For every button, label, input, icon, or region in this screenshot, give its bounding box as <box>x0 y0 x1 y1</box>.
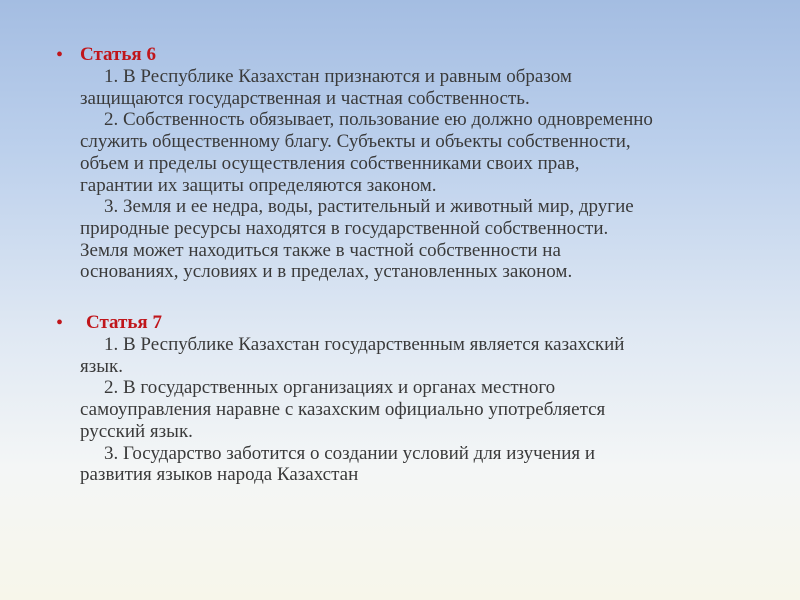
text-line: гарантии их защиты определяются законом. <box>80 174 437 196</box>
text-line: основаниях, условиях и в пределах, установленных законом. <box>80 261 573 283</box>
bullet-icon: • <box>56 44 64 66</box>
text-line: 3. Государство заботится о создании условий для изучения и <box>104 442 596 464</box>
text-line: русский язык. <box>80 420 193 442</box>
text-line: 2. Собственность обязывает, пользование ею должно одновременно <box>104 109 653 131</box>
article-7-text <box>80 334 760 486</box>
text-line: 1. В Республике Казахстан признаются и равным образом <box>104 66 572 87</box>
text-line: защищаются государственная и частная собственность. <box>80 87 530 109</box>
text-line: 3. Земля и ее недра, воды, растительный и животный мир, другие <box>104 196 634 218</box>
text-line: Земля может находиться также в частной собственности на <box>80 239 561 261</box>
article-7-heading: Статья 7 <box>86 312 162 333</box>
text-line: служить общественному благу. Субъекты и объекты собственности, <box>80 131 631 153</box>
text-line: самоуправления наравне с казахским официально употребляется <box>80 399 606 421</box>
text-line: природные ресурсы находятся в государственной собственности. <box>80 217 609 239</box>
article-7-content <box>80 312 760 486</box>
text-line: язык. <box>80 355 123 377</box>
text-line: объем и пределы осуществления собственниками своих прав, <box>80 152 580 174</box>
article-6-content <box>80 44 760 283</box>
bullet-icon: • <box>56 312 64 334</box>
text-line: 1. В Республике Казахстан государственным является казахский <box>104 334 625 355</box>
text-line: развития языков народа Казахстан <box>80 464 359 486</box>
article-6-text <box>80 66 760 283</box>
article-6-heading: Статья 6 <box>80 44 156 65</box>
text-line: 2. В государственных организациях и органах местного <box>104 377 556 399</box>
